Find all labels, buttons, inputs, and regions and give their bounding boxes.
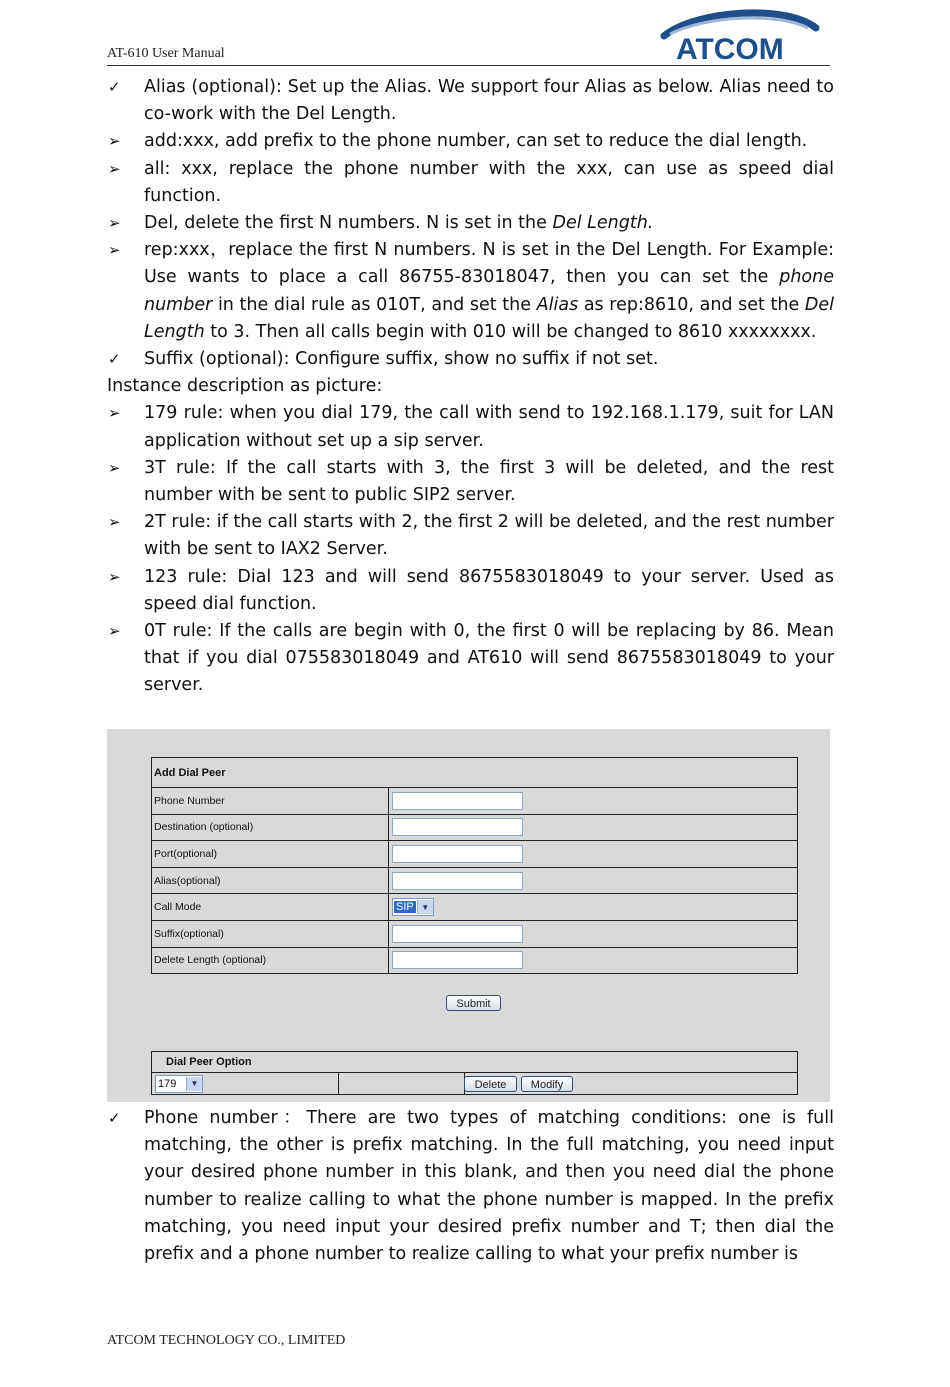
checkmark-icon: ✓ xyxy=(108,78,121,96)
arrow-bullet-icon: ➢ xyxy=(108,214,121,233)
top-item-text: Alias (optional): Set up the Alias. We support four Alias as below. Alias need to co-work with the Del Length. xyxy=(144,77,834,125)
field-label: Alias(optional) xyxy=(152,867,389,894)
field-cell xyxy=(389,894,798,921)
option-title: Dial Peer Option xyxy=(152,1052,798,1073)
top-item xyxy=(107,455,834,509)
text-input[interactable] xyxy=(392,951,523,969)
top-item-text: all: xxx, replace the phone number with the xxx, can use as speed dial function. xyxy=(144,158,834,206)
text-input[interactable] xyxy=(392,845,523,863)
top-item-text: add:xxx, add prefix to the phone number, can set to reduce the dial length. xyxy=(144,131,808,152)
manual-title: AT-610 User Manual xyxy=(107,46,225,61)
top-item-text: 2T rule: if the call starts with 2, the first 2 will be deleted, and the rest number with be sent to IAX2 Server. xyxy=(144,512,834,560)
atcom-logo xyxy=(656,6,826,64)
call-mode-select[interactable] xyxy=(392,898,434,916)
arrow-bullet-icon: ➢ xyxy=(108,458,121,477)
checkmark-icon: ✓ xyxy=(108,1109,121,1127)
modify-button[interactable]: Modify xyxy=(521,1076,573,1092)
checkmark-icon: ✓ xyxy=(108,350,121,369)
top-item xyxy=(107,618,834,700)
arrow-bullet-icon: ➢ xyxy=(108,159,121,178)
top-item-text: Instance description as picture: xyxy=(107,376,383,397)
field-label: Port(optional) xyxy=(152,841,389,868)
bottom-item xyxy=(107,1105,834,1268)
call-mode-value: SIP xyxy=(396,901,414,914)
field-cell xyxy=(389,788,798,815)
body-text-bottom xyxy=(107,1105,834,1268)
chevron-down-icon: ▼ xyxy=(186,1077,202,1091)
arrow-bullet-icon: ➢ xyxy=(108,567,121,586)
field-label: Call Mode xyxy=(152,894,389,921)
top-item xyxy=(107,210,834,237)
top-item-text: 3T rule: If the call starts with 3, the first 3 will be deleted, and the rest number with be sent to public SIP2 server. xyxy=(144,457,834,506)
dial-peer-screenshot xyxy=(107,729,830,1102)
submit-button[interactable]: Submit xyxy=(446,995,501,1011)
top-item xyxy=(107,346,834,373)
field-cell xyxy=(389,841,798,868)
field-label: Destination (optional) xyxy=(152,814,389,841)
text-input[interactable] xyxy=(392,925,523,943)
body-text-top xyxy=(107,74,834,700)
field-cell xyxy=(389,920,798,947)
dial-peer-select[interactable] xyxy=(155,1075,203,1093)
top-item xyxy=(107,237,834,346)
text-input[interactable] xyxy=(392,792,523,810)
top-item xyxy=(107,373,834,400)
field-label: Phone Number xyxy=(152,788,389,815)
top-item xyxy=(107,74,834,128)
top-item-text: Suffix (optional): Configure suffix, show no suffix if not set. xyxy=(144,349,659,370)
arrow-bullet-icon: ➢ xyxy=(108,132,121,151)
top-item-text: 179 rule: when you dial 179, the call with send to 192.168.1.179, suit for LAN application without set up a sip server. xyxy=(144,403,834,451)
header-divider xyxy=(107,65,830,66)
top-item-text: Del, delete the first N numbers. N is set in the Del Length. xyxy=(144,213,654,234)
delete-button[interactable]: Delete xyxy=(464,1076,517,1092)
top-item-text: rep:xxx，replace the first N numbers. N is set in the Del Length. For Example: Use wants to place a call 86755-83018047, then you can set the phone number in the dial rule as 010T, and set the Alias as rep:8610, and set the Del Length to 3. Then all calls begin with 010 will be changed to 8610 xxxxxxxx. xyxy=(144,240,835,342)
footer-company: ATCOM TECHNOLOGY CO., LIMITED xyxy=(107,1333,346,1348)
logo-text: ATCOM xyxy=(676,33,784,64)
form-title: Add Dial Peer xyxy=(152,758,798,788)
arrow-bullet-icon: ➢ xyxy=(108,513,121,532)
field-cell xyxy=(389,867,798,894)
option-empty-cell xyxy=(339,1073,465,1095)
bottom-item-text: Phone number：There are two types of matching conditions: one is full matching, the other is prefix matching. In the full matching, you need input your desired phone number in this blank, and then you need dial the phone number to realize calling to what the phone number is mapped. In the prefix matching, you need input your desired prefix number and T; then dial the prefix and a phone number to realize calling to what your prefix number is xyxy=(144,1108,834,1265)
arrow-bullet-icon: ➢ xyxy=(108,404,121,423)
text-input[interactable] xyxy=(392,872,523,890)
add-dial-peer-form xyxy=(151,757,798,974)
top-item xyxy=(107,564,834,618)
arrow-bullet-icon: ➢ xyxy=(108,241,121,260)
field-label: Suffix(optional) xyxy=(152,920,389,947)
text-input[interactable] xyxy=(392,818,523,836)
top-item xyxy=(107,128,834,155)
dial-peer-select-value: 179 xyxy=(158,1077,177,1090)
top-item xyxy=(107,156,834,210)
chevron-down-icon: ▼ xyxy=(417,900,433,914)
field-label: Delete Length (optional) xyxy=(152,947,389,974)
field-cell xyxy=(389,947,798,974)
top-item xyxy=(107,400,834,454)
top-item-text: 0T rule: If the calls are begin with 0, the first 0 will be replacing by 86. Mean that if you dial 075583018049 and AT610 will send 8675583018049 to your server. xyxy=(144,621,834,696)
top-item-text: 123 rule: Dial 123 and will send 8675583018049 to your server. Used as speed dial function. xyxy=(144,566,834,614)
field-cell xyxy=(389,814,798,841)
top-item xyxy=(107,509,834,563)
arrow-bullet-icon: ➢ xyxy=(108,622,121,641)
